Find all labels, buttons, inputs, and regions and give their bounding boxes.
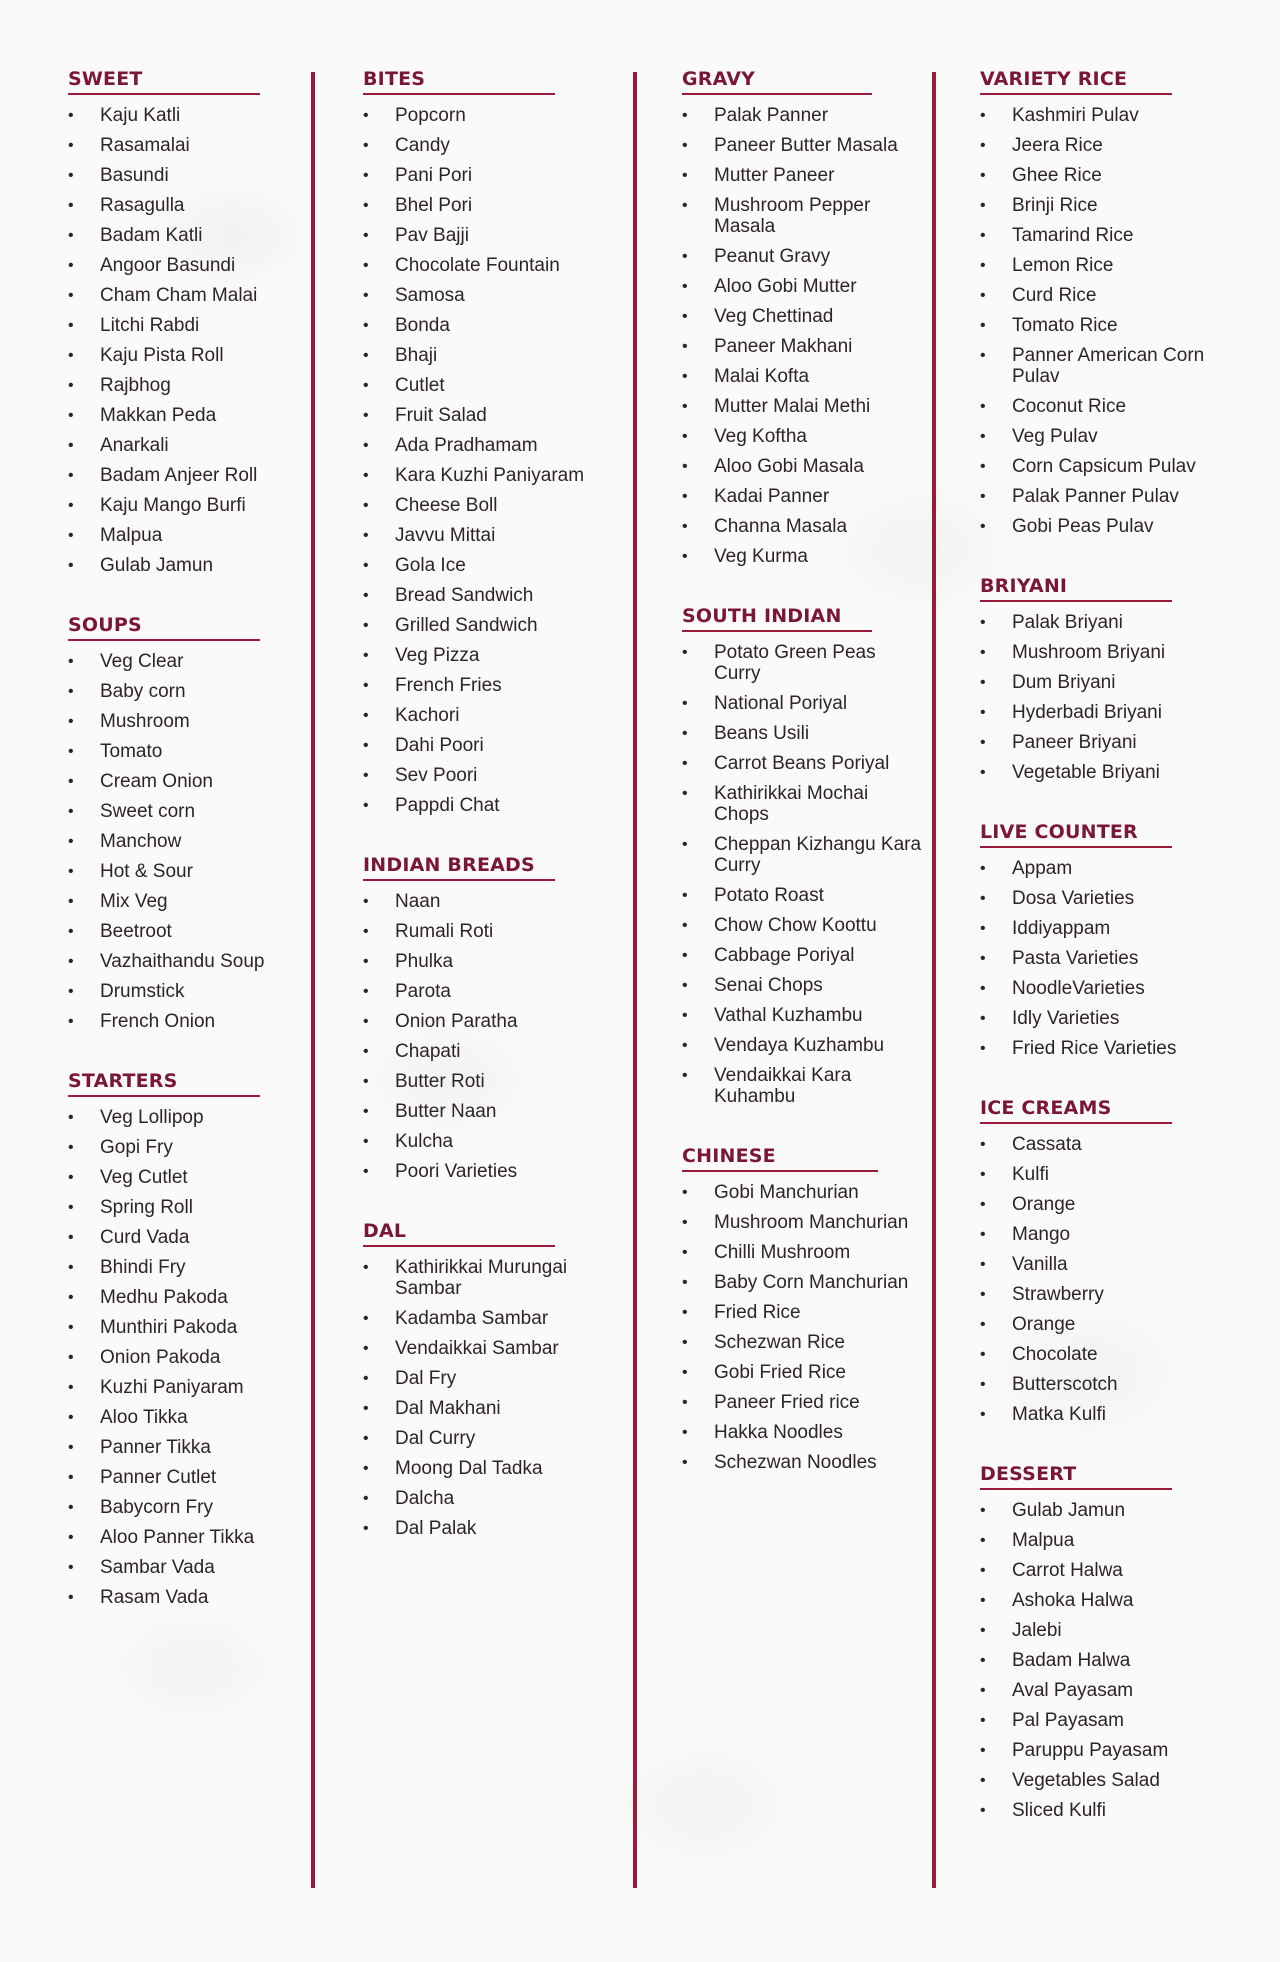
menu-item: • NoodleVarieties xyxy=(980,978,1230,999)
section-title: BRIYANI xyxy=(980,575,1172,602)
menu-item: • Mushroom xyxy=(68,711,298,732)
menu-item: • Mutter Malai Methi xyxy=(682,396,922,417)
menu-item: • Bonda xyxy=(363,315,603,336)
menu-item: • Cream Onion xyxy=(68,771,298,792)
menu-item-list xyxy=(363,105,603,816)
section-title: SWEET xyxy=(68,68,260,95)
menu-item: • Gobi Fried Rice xyxy=(682,1362,922,1383)
menu-item: • Anarkali xyxy=(68,435,298,456)
menu-item: • Dahi Poori xyxy=(363,735,603,756)
menu-item: • Veg Pizza xyxy=(363,645,603,666)
menu-item: • Mushroom Pepper Masala xyxy=(682,195,922,237)
menu-item: • Chocolate Fountain xyxy=(363,255,603,276)
menu-item: • Aloo Tikka xyxy=(68,1407,298,1428)
menu-item: • Idly Varieties xyxy=(980,1008,1230,1029)
menu-item: • Aval Payasam xyxy=(980,1680,1230,1701)
menu-item: • Baby Corn Manchurian xyxy=(682,1272,922,1293)
menu-item: • Parota xyxy=(363,981,603,1002)
menu-item: • Sambar Vada xyxy=(68,1557,298,1578)
menu-item: • Vanilla xyxy=(980,1254,1230,1275)
menu-item: • Vendaikkai Kara Kuhambu xyxy=(682,1065,922,1107)
menu-section-starters xyxy=(68,1070,298,1608)
menu-item: • Mutter Paneer xyxy=(682,165,922,186)
menu-item: • Bhindi Fry xyxy=(68,1257,298,1278)
menu-item: • Jeera Rice xyxy=(980,135,1230,156)
section-title: DESSERT xyxy=(980,1463,1172,1490)
menu-item-list xyxy=(980,858,1230,1059)
menu-item-list xyxy=(682,642,922,1107)
menu-item: • Kaju Katli xyxy=(68,105,298,126)
menu-item: • Phulka xyxy=(363,951,603,972)
menu-item: • Dal Palak xyxy=(363,1518,603,1539)
menu-item: • Vathal Kuzhambu xyxy=(682,1005,922,1026)
menu-item: • Rumali Roti xyxy=(363,921,603,942)
menu-item-list xyxy=(980,1500,1230,1821)
menu-item: • Kulfi xyxy=(980,1164,1230,1185)
menu-item: • Paneer Makhani xyxy=(682,336,922,357)
menu-item: • Aloo Panner Tikka xyxy=(68,1527,298,1548)
menu-item: • Spring Roll xyxy=(68,1197,298,1218)
menu-item: • Channa Masala xyxy=(682,516,922,537)
menu-column-1 xyxy=(68,68,298,1646)
menu-item-list xyxy=(363,891,603,1182)
menu-item: • Kulcha xyxy=(363,1131,603,1152)
section-title: GRAVY xyxy=(682,68,872,95)
menu-item: • Coconut Rice xyxy=(980,396,1230,417)
menu-item: • Mix Veg xyxy=(68,891,298,912)
menu-section-ice-creams xyxy=(980,1097,1230,1425)
menu-item: • Veg Pulav xyxy=(980,426,1230,447)
menu-item: • Veg Clear xyxy=(68,651,298,672)
menu-item: • Vendaya Kuzhambu xyxy=(682,1035,922,1056)
menu-item: • Naan xyxy=(363,891,603,912)
menu-item: • Rasamalai xyxy=(68,135,298,156)
menu-item: • Dal Fry xyxy=(363,1368,603,1389)
menu-item: • Tamarind Rice xyxy=(980,225,1230,246)
menu-column-3 xyxy=(682,68,922,1511)
menu-item: • Paneer Fried rice xyxy=(682,1392,922,1413)
menu-item: • Litchi Rabdi xyxy=(68,315,298,336)
menu-section-variety-rice xyxy=(980,68,1230,537)
menu-item: • Gola Ice xyxy=(363,555,603,576)
menu-item: • Rajbhog xyxy=(68,375,298,396)
menu-item: • Cassata xyxy=(980,1134,1230,1155)
menu-item-list xyxy=(980,612,1230,783)
menu-item: • Fried Rice xyxy=(682,1302,922,1323)
menu-item: • Chilli Mushroom xyxy=(682,1242,922,1263)
section-title: SOUTH INDIAN xyxy=(682,605,872,632)
menu-item: • Kachori xyxy=(363,705,603,726)
menu-item: • Grilled Sandwich xyxy=(363,615,603,636)
menu-section-live-counter xyxy=(980,821,1230,1059)
menu-item: • Palak Panner Pulav xyxy=(980,486,1230,507)
menu-item: • Beetroot xyxy=(68,921,298,942)
menu-item: • Pani Pori xyxy=(363,165,603,186)
menu-item: • Paruppu Payasam xyxy=(980,1740,1230,1761)
menu-item: • Malpua xyxy=(68,525,298,546)
menu-item: • Mushroom Briyani xyxy=(980,642,1230,663)
menu-item: • Corn Capsicum Pulav xyxy=(980,456,1230,477)
menu-item: • Veg Lollipop xyxy=(68,1107,298,1128)
menu-item: • Schezwan Noodles xyxy=(682,1452,922,1473)
menu-item: • Appam xyxy=(980,858,1230,879)
menu-item: • Butter Roti xyxy=(363,1071,603,1092)
menu-item: • Kathirikkai Murungai Sambar xyxy=(363,1257,603,1299)
menu-item: • Badam Anjeer Roll xyxy=(68,465,298,486)
menu-item: • Curd Vada xyxy=(68,1227,298,1248)
menu-item: • Paneer Butter Masala xyxy=(682,135,922,156)
menu-item: • Dal Curry xyxy=(363,1428,603,1449)
menu-item: • Rasam Vada xyxy=(68,1587,298,1608)
menu-item: • Munthiri Pakoda xyxy=(68,1317,298,1338)
menu-item: • Veg Koftha xyxy=(682,426,922,447)
menu-item: • Pappdi Chat xyxy=(363,795,603,816)
menu-item: • Carrot Beans Poriyal xyxy=(682,753,922,774)
menu-item-list xyxy=(682,105,922,567)
menu-item: • Basundi xyxy=(68,165,298,186)
menu-item: • Brinji Rice xyxy=(980,195,1230,216)
menu-item: • Drumstick xyxy=(68,981,298,1002)
menu-item: • Curd Rice xyxy=(980,285,1230,306)
menu-section-sweet xyxy=(68,68,298,576)
menu-item: • Angoor Basundi xyxy=(68,255,298,276)
menu-item: • Mushroom Manchurian xyxy=(682,1212,922,1233)
menu-item-list xyxy=(980,105,1230,537)
menu-item: • Kashmiri Pulav xyxy=(980,105,1230,126)
menu-item: • Gopi Fry xyxy=(68,1137,298,1158)
menu-item: • Vazhaithandu Soup xyxy=(68,951,298,972)
menu-item: • French Onion xyxy=(68,1011,298,1032)
menu-item: • Ada Pradhamam xyxy=(363,435,603,456)
menu-item: • French Fries xyxy=(363,675,603,696)
menu-item: • Popcorn xyxy=(363,105,603,126)
menu-item: • Paneer Briyani xyxy=(980,732,1230,753)
menu-item: • Hot & Sour xyxy=(68,861,298,882)
menu-item: • Strawberry xyxy=(980,1284,1230,1305)
menu-item: • Vegetable Briyani xyxy=(980,762,1230,783)
menu-item: • Dalcha xyxy=(363,1488,603,1509)
menu-section-soups xyxy=(68,614,298,1032)
menu-section-chinese xyxy=(682,1145,922,1473)
menu-item: • Panner Cutlet xyxy=(68,1467,298,1488)
menu-item: • Palak Briyani xyxy=(980,612,1230,633)
menu-item: • Fried Rice Varieties xyxy=(980,1038,1230,1059)
menu-item: • Cheppan Kizhangu Kara Curry xyxy=(682,834,922,876)
menu-item-list xyxy=(68,651,298,1032)
menu-item: • Candy xyxy=(363,135,603,156)
menu-item: • Moong Dal Tadka xyxy=(363,1458,603,1479)
menu-item: • Gobi Peas Pulav xyxy=(980,516,1230,537)
menu-item: • Onion Pakoda xyxy=(68,1347,298,1368)
menu-item: • Carrot Halwa xyxy=(980,1560,1230,1581)
menu-item: • Panner American Corn Pulav xyxy=(980,345,1230,387)
menu-section-indian-breads xyxy=(363,854,603,1182)
menu-item-list xyxy=(363,1257,603,1539)
menu-item-list xyxy=(68,1107,298,1608)
menu-item: • Orange xyxy=(980,1314,1230,1335)
menu-item: • Vendaikkai Sambar xyxy=(363,1338,603,1359)
section-title: LIVE COUNTER xyxy=(980,821,1172,848)
menu-item: • Veg Kurma xyxy=(682,546,922,567)
menu-item: • Chocolate xyxy=(980,1344,1230,1365)
menu-item: • Jalebi xyxy=(980,1620,1230,1641)
menu-item: • Ashoka Halwa xyxy=(980,1590,1230,1611)
menu-section-bites xyxy=(363,68,603,816)
menu-item: • Kadai Panner xyxy=(682,486,922,507)
menu-item: • Aloo Gobi Mutter xyxy=(682,276,922,297)
column-divider-1 xyxy=(311,72,315,1888)
menu-item: • Pav Bajji xyxy=(363,225,603,246)
menu-item: • Dosa Varieties xyxy=(980,888,1230,909)
menu-item: • Sev Poori xyxy=(363,765,603,786)
menu-item-list xyxy=(68,105,298,576)
menu-section-south-indian xyxy=(682,605,922,1107)
menu-item: • Beans Usili xyxy=(682,723,922,744)
menu-item: • Lemon Rice xyxy=(980,255,1230,276)
menu-item: • Onion Paratha xyxy=(363,1011,603,1032)
menu-item: • Aloo Gobi Masala xyxy=(682,456,922,477)
column-divider-2 xyxy=(633,72,637,1888)
section-title: CHINESE xyxy=(682,1145,878,1172)
menu-item: • Palak Panner xyxy=(682,105,922,126)
menu-section-dessert xyxy=(980,1463,1230,1821)
menu-item-list xyxy=(980,1134,1230,1425)
menu-item: • Kaju Pista Roll xyxy=(68,345,298,366)
section-title: VARIETY RICE xyxy=(980,68,1172,95)
menu-item: • Hyderbadi Briyani xyxy=(980,702,1230,723)
menu-item: • Iddiyappam xyxy=(980,918,1230,939)
menu-item: • Dum Briyani xyxy=(980,672,1230,693)
menu-item: • Kara Kuzhi Paniyaram xyxy=(363,465,603,486)
menu-column-4 xyxy=(980,68,1230,1859)
menu-item: • Tomato Rice xyxy=(980,315,1230,336)
section-title: STARTERS xyxy=(68,1070,260,1097)
menu-item: • Kadamba Sambar xyxy=(363,1308,603,1329)
menu-item: • Samosa xyxy=(363,285,603,306)
menu-item: • Butterscotch xyxy=(980,1374,1230,1395)
menu-item: • Chapati xyxy=(363,1041,603,1062)
menu-item: • Gulab Jamun xyxy=(980,1500,1230,1521)
menu-item: • Gulab Jamun xyxy=(68,555,298,576)
menu-item: • Sweet corn xyxy=(68,801,298,822)
section-title: SOUPS xyxy=(68,614,260,641)
menu-item: • Kathirikkai Mochai Chops xyxy=(682,783,922,825)
menu-item: • Kuzhi Paniyaram xyxy=(68,1377,298,1398)
menu-item: • Tomato xyxy=(68,741,298,762)
menu-item: • Gobi Manchurian xyxy=(682,1182,922,1203)
menu-item: • Bread Sandwich xyxy=(363,585,603,606)
menu-item: • Kaju Mango Burfi xyxy=(68,495,298,516)
menu-item: • Fruit Salad xyxy=(363,405,603,426)
menu-item: • Pal Payasam xyxy=(980,1710,1230,1731)
menu-column-2 xyxy=(363,68,603,1577)
section-title: BITES xyxy=(363,68,555,95)
menu-item: • Badam Katli xyxy=(68,225,298,246)
menu-item: • Schezwan Rice xyxy=(682,1332,922,1353)
menu-item: • Pasta Varieties xyxy=(980,948,1230,969)
menu-item: • Manchow xyxy=(68,831,298,852)
menu-item: • Malpua xyxy=(980,1530,1230,1551)
menu-item: • Cutlet xyxy=(363,375,603,396)
column-divider-3 xyxy=(932,72,936,1888)
menu-item: • Medhu Pakoda xyxy=(68,1287,298,1308)
menu-item: • Cheese Boll xyxy=(363,495,603,516)
menu-item: • Matka Kulfi xyxy=(980,1404,1230,1425)
menu-section-gravy xyxy=(682,68,922,567)
menu-section-dal xyxy=(363,1220,603,1539)
menu-item: • Rasagulla xyxy=(68,195,298,216)
menu-item: • Sliced Kulfi xyxy=(980,1800,1230,1821)
menu-item: • Potato Green Peas Curry xyxy=(682,642,922,684)
menu-item: • Poori Varieties xyxy=(363,1161,603,1182)
menu-item: • Baby corn xyxy=(68,681,298,702)
menu-item: • Potato Roast xyxy=(682,885,922,906)
menu-item: • Hakka Noodles xyxy=(682,1422,922,1443)
menu-item: • National Poriyal xyxy=(682,693,922,714)
menu-item: • Peanut Gravy xyxy=(682,246,922,267)
menu-item-list xyxy=(682,1182,922,1473)
section-title: ICE CREAMS xyxy=(980,1097,1172,1124)
menu-item: • Mango xyxy=(980,1224,1230,1245)
menu-item: • Babycorn Fry xyxy=(68,1497,298,1518)
menu-item: • Chow Chow Koottu xyxy=(682,915,922,936)
menu-item: • Cham Cham Malai xyxy=(68,285,298,306)
menu-item: • Javvu Mittai xyxy=(363,525,603,546)
menu-item: • Dal Makhani xyxy=(363,1398,603,1419)
menu-item: • Veg Cutlet xyxy=(68,1167,298,1188)
menu-item: • Cabbage Poriyal xyxy=(682,945,922,966)
menu-item: • Makkan Peda xyxy=(68,405,298,426)
menu-item: • Senai Chops xyxy=(682,975,922,996)
section-title: INDIAN BREADS xyxy=(363,854,555,881)
menu-item: • Bhaji xyxy=(363,345,603,366)
menu-item: • Vegetables Salad xyxy=(980,1770,1230,1791)
menu-item: • Bhel Pori xyxy=(363,195,603,216)
menu-section-briyani xyxy=(980,575,1230,783)
menu-item: • Orange xyxy=(980,1194,1230,1215)
menu-item: • Badam Halwa xyxy=(980,1650,1230,1671)
menu-item: • Ghee Rice xyxy=(980,165,1230,186)
menu-item: • Veg Chettinad xyxy=(682,306,922,327)
menu-item: • Malai Kofta xyxy=(682,366,922,387)
menu-item: • Butter Naan xyxy=(363,1101,603,1122)
section-title: DAL xyxy=(363,1220,555,1247)
menu-item: • Panner Tikka xyxy=(68,1437,298,1458)
